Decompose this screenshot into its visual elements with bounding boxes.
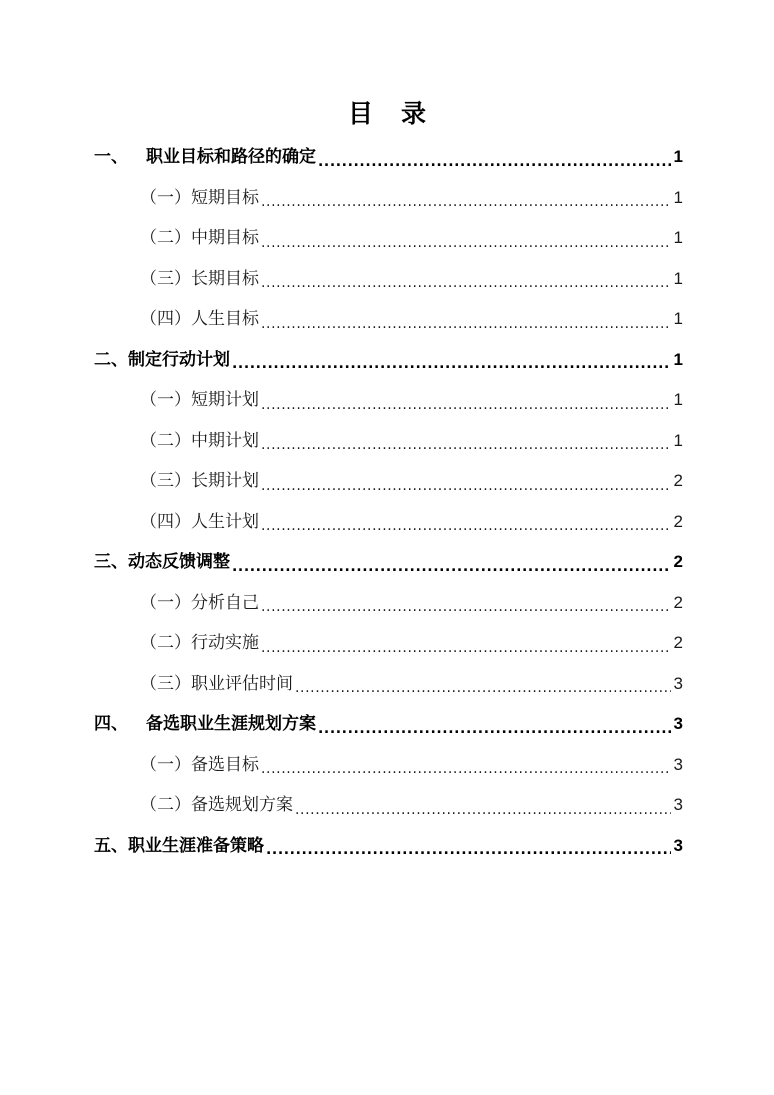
toc-entry-title: 长期计划 <box>191 471 259 491</box>
toc-dot-leader <box>261 218 671 259</box>
toc-entry-number: 五、 <box>94 835 128 856</box>
toc-dot-leader <box>261 583 671 624</box>
toc-entry-number: 四、 <box>94 714 128 734</box>
toc-entry-number: （三） <box>140 268 191 289</box>
toc-dot-leader <box>295 664 671 705</box>
toc-title-char-1: 目 <box>347 99 373 128</box>
toc-dot-leader <box>295 785 671 826</box>
toc-entry-page-number: 3 <box>673 795 683 814</box>
toc-entry-number: 二、 <box>94 349 128 370</box>
toc-entry-page-number: 1 <box>673 309 683 328</box>
toc-entry-number: （一） <box>140 187 191 208</box>
toc-entry-title: 制定行动计划 <box>128 349 230 370</box>
toc-dot-leader <box>261 502 671 543</box>
toc-entry-section[interactable] <box>94 745 683 786</box>
toc-entry-title: 备选目标 <box>191 754 259 775</box>
toc-dot-leader <box>232 340 671 381</box>
toc-entry-page-number: 1 <box>673 268 683 288</box>
toc-entry-page-number: 2 <box>673 592 683 612</box>
toc-entry-section[interactable] <box>94 461 683 502</box>
toc-entry-page-number: 3 <box>673 673 683 693</box>
toc-dot-leader <box>261 380 671 421</box>
toc-dot-leader <box>261 421 671 462</box>
toc-dot-leader <box>261 745 671 786</box>
toc-entry-number: （一） <box>140 390 191 410</box>
toc-dot-leader <box>261 623 671 664</box>
toc-list <box>94 137 683 866</box>
toc-entry-page-number: 2 <box>673 511 683 531</box>
toc-entry-number: （四） <box>140 511 191 532</box>
toc-entry-number: （二） <box>140 795 191 815</box>
toc-entry-title: 备选职业生涯规划方案 <box>146 714 316 734</box>
toc-entry-page-number: 2 <box>673 633 683 652</box>
toc-entry-page-number: 1 <box>673 349 683 369</box>
toc-entry-title: 中期计划 <box>191 430 259 451</box>
toc-dot-leader <box>232 542 671 583</box>
toc-entry-page-number: 3 <box>673 754 683 774</box>
toc-entry-number: （一） <box>140 754 191 775</box>
toc-entry-section[interactable] <box>94 583 683 624</box>
toc-entry-section[interactable] <box>94 664 683 705</box>
toc-entry-section[interactable] <box>94 178 683 219</box>
toc-entry-title: 短期目标 <box>191 187 259 208</box>
toc-dot-leader <box>261 461 671 502</box>
toc-entry-number: 一、 <box>94 147 128 167</box>
toc-title <box>0 94 774 130</box>
toc-entry-number: （三） <box>140 471 191 491</box>
toc-dot-leader <box>261 178 671 219</box>
toc-entry-section[interactable] <box>94 502 683 543</box>
toc-dot-leader <box>266 826 671 867</box>
toc-entry-section[interactable] <box>94 421 683 462</box>
toc-entry-number: （二） <box>140 430 191 451</box>
toc-entry-title: 行动实施 <box>191 633 259 653</box>
toc-title-char-2: 录 <box>401 99 427 128</box>
toc-entry-number: （二） <box>140 633 191 653</box>
toc-entry-section[interactable] <box>94 299 683 340</box>
toc-entry-section[interactable] <box>94 259 683 300</box>
toc-entry-number: （四） <box>140 309 191 329</box>
toc-entry-page-number: 1 <box>673 228 683 247</box>
toc-entry-title: 动态反馈调整 <box>128 552 230 572</box>
toc-entry-number: （二） <box>140 228 191 248</box>
toc-entry-page-number: 1 <box>673 187 683 207</box>
toc-entry-page-number: 1 <box>673 430 683 450</box>
toc-dot-leader <box>318 137 671 178</box>
toc-entry-page-number: 1 <box>673 390 683 409</box>
toc-entry-section[interactable] <box>94 785 683 826</box>
toc-entry-title: 长期目标 <box>191 268 259 289</box>
toc-entry-chapter[interactable] <box>94 137 683 178</box>
toc-entry-chapter[interactable] <box>94 542 683 583</box>
toc-dot-leader <box>261 259 671 300</box>
toc-entry-title: 短期计划 <box>191 390 259 410</box>
toc-entry-chapter[interactable] <box>94 826 683 867</box>
toc-entry-title: 中期目标 <box>191 228 259 248</box>
toc-entry-title: 职业目标和路径的确定 <box>146 147 316 167</box>
toc-entry-number: 三、 <box>94 552 128 572</box>
toc-entry-section[interactable] <box>94 380 683 421</box>
toc-entry-chapter[interactable] <box>94 704 683 745</box>
toc-entry-title: 人生计划 <box>191 511 259 532</box>
toc-entry-page-number: 2 <box>673 552 683 571</box>
toc-dot-leader <box>318 704 671 745</box>
toc-dot-leader <box>261 299 671 340</box>
toc-entry-title: 职业评估时间 <box>191 673 293 694</box>
toc-entry-section[interactable] <box>94 623 683 664</box>
toc-entry-number: （一） <box>140 592 191 613</box>
toc-entry-page-number: 3 <box>673 714 683 733</box>
toc-entry-title: 职业生涯准备策略 <box>128 835 264 856</box>
toc-entry-page-number: 3 <box>673 835 683 855</box>
toc-entry-chapter[interactable] <box>94 340 683 381</box>
toc-entry-number: （三） <box>140 673 191 694</box>
toc-entry-title: 人生目标 <box>191 309 259 329</box>
toc-entry-title: 分析自己 <box>191 592 259 613</box>
toc-entry-page-number: 1 <box>673 147 683 166</box>
toc-entry-page-number: 2 <box>673 471 683 490</box>
toc-entry-title: 备选规划方案 <box>191 795 293 815</box>
toc-entry-section[interactable] <box>94 218 683 259</box>
